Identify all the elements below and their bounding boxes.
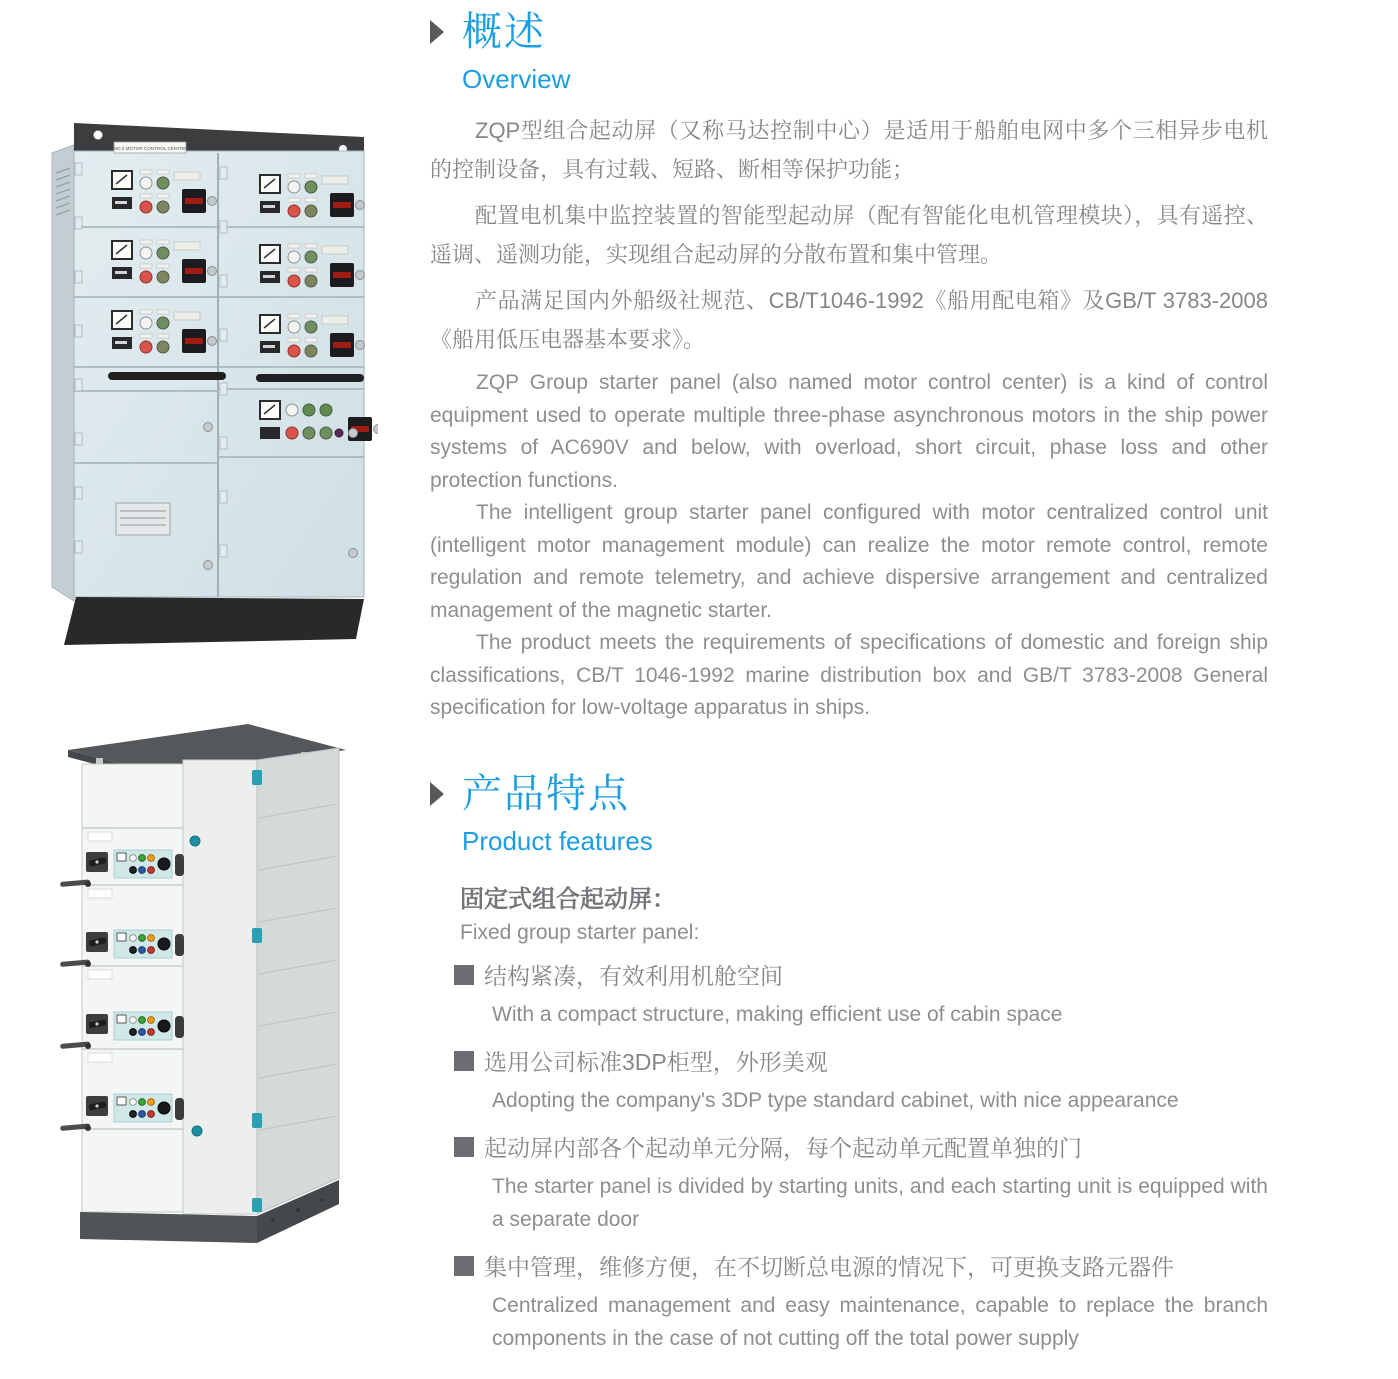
cabinet1-side-panel — [52, 145, 74, 601]
feature-cn-text: 结构紧凑，有效利用机舱空间 — [484, 963, 783, 989]
features-title-cn: 产品特点 — [462, 772, 630, 816]
overview-paragraph-en: ZQP Group starter panel (also named motor control center) is a kind of control equipment used to operate multiple three-phase asynchronous motors in the ship power systems of AC690V and below, with overload, short circuit, phase loss and other protection functions. — [430, 371, 1268, 492]
feature-item — [430, 1130, 1268, 1236]
features-subtitle-cn: 固定式组合起动屏： — [460, 886, 676, 913]
feature-cn-text: 起动屏内部各个起动单元分隔，每个起动单元配置单独的门 — [484, 1135, 1082, 1161]
features-title-en: Product features — [462, 826, 653, 856]
cabinet-photo-motor-control-center — [48, 113, 378, 648]
cabinet1-illustration — [48, 113, 378, 648]
overview-title-en: Overview — [462, 64, 571, 94]
section-arrow-icon — [430, 20, 444, 44]
product-features-section — [430, 772, 1268, 1355]
feature-item — [430, 1249, 1268, 1355]
feature-cn-line — [454, 1130, 1268, 1163]
bullet-square-icon — [454, 1256, 474, 1276]
feature-cn-line — [454, 958, 1268, 991]
door-handle — [108, 372, 226, 380]
overview-header — [430, 10, 1268, 54]
cabinet2-illustration — [58, 700, 358, 1245]
cabinet2-middle-door — [183, 760, 257, 1214]
feature-en-text: With a compact structure, making efficient use of cabin space — [492, 1003, 1063, 1026]
feature-cn-line — [454, 1044, 1268, 1077]
overview-paragraph-en: The intelligent group starter panel configured with motor centralized control unit (intelligent motor management module) can realize the motor remote control, remote regulation and remote telemetry, and achieve dispersive arrangement and centralized management of the magnetic starter. — [430, 501, 1268, 622]
cabinet1-base — [64, 597, 364, 645]
overview-paragraph-cn: 配置电机集中监控装置的智能型起动屏（配有智能化电机管理模块），具有遥控、遥调、遥测功能，实现组合起动屏的分散布置和集中管理。 — [430, 203, 1268, 267]
cabinet2-left-column — [82, 764, 183, 1212]
cabinet2-base — [80, 1212, 257, 1243]
bullet-square-icon — [454, 1137, 474, 1157]
cabinet1-nameplate-text: NO.3 MOTOR CONTROL CENTRE — [113, 146, 187, 151]
feature-en-text: The starter panel is divided by starting units, and each starting unit is equipped with a separate door — [492, 1175, 1268, 1231]
overview-paragraph-en: The product meets the requirements of specifications of domestic and foreign ship classifications, CB/T 1046-1992 marine distribution box and GB/T 3783-2008 General specification for low-voltage apparatus in ships. — [430, 631, 1268, 719]
teal-knob — [192, 1126, 202, 1136]
bullet-square-icon — [454, 965, 474, 985]
bullet-square-icon — [454, 1051, 474, 1071]
cabinet1-rating-plate — [116, 503, 170, 535]
overview-section — [430, 10, 1268, 725]
features-subtitle-en: Fixed group starter panel: — [460, 921, 700, 944]
overview-paragraph-cn: 产品满足国内外船级社规范、CB/T1046-1992《船用配电箱》及GB/T 3783-2008《船用低压电器基本要求》。 — [430, 288, 1268, 352]
feature-cn-text: 选用公司标准3DP柜型，外形美观 — [484, 1049, 828, 1075]
feature-item — [430, 1044, 1268, 1117]
cabinet2-side-panel — [257, 748, 339, 1214]
feature-en-text: Adopting the company's 3DP type standard cabinet, with nice appearance — [492, 1089, 1179, 1112]
overview-title-cn: 概述 — [462, 10, 546, 54]
feature-en-text: Centralized management and easy maintenance, capable to replace the branch components in the case of not cutting off the total power supply — [492, 1294, 1268, 1350]
overview-paragraph-cn: ZQP型组合起动屏（又称马达控制中心）是适用于船舶电网中多个三相异步电机的控制设备，具有过载、短路、断相等保护功能； — [430, 118, 1268, 182]
feature-cn-line — [454, 1249, 1268, 1282]
features-header — [430, 772, 1268, 816]
cabinet-photo-3dp-fixed-panel — [58, 700, 358, 1245]
feature-item — [430, 958, 1268, 1031]
section-arrow-icon — [430, 782, 444, 806]
teal-knob — [190, 836, 200, 846]
door-handle — [256, 374, 364, 382]
feature-cn-text: 集中管理，维修方便，在不切断总电源的情况下，可更换支路元器件 — [484, 1254, 1174, 1280]
